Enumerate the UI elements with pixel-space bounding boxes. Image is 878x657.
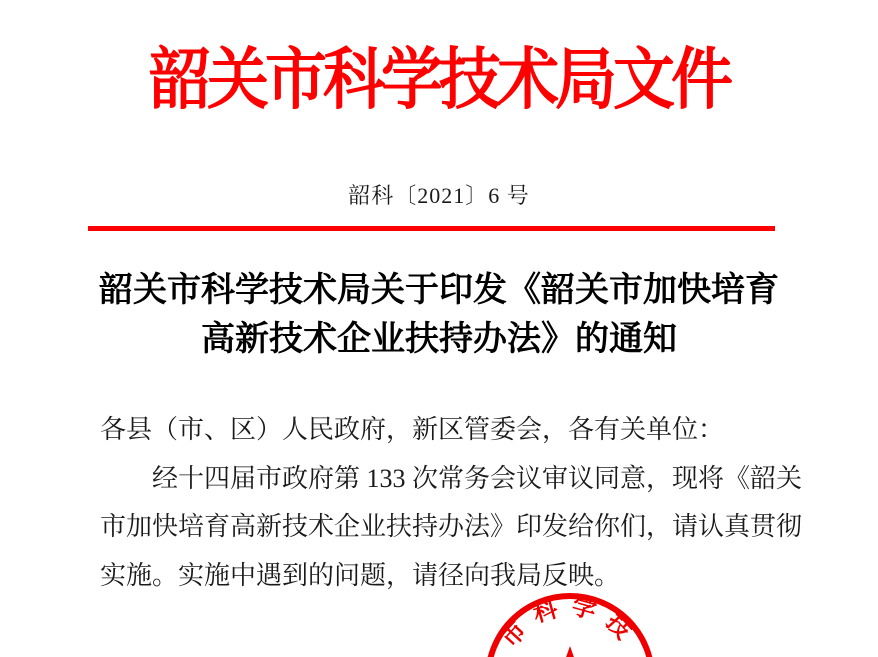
svg-text:市科学技 [496, 592, 644, 652]
document-body [100, 406, 803, 600]
body-line: 市加快培育高新技术企业扶持办法》印发给你们，请认真贯彻 [100, 512, 803, 541]
document-number: 韶科〔2021〕6 号 [348, 183, 530, 208]
agency-header-title: 韶关市科学技术局文件 [148, 44, 729, 118]
official-seal [470, 578, 670, 657]
red-separator-rule [88, 226, 775, 231]
seal-star-icon [540, 646, 601, 657]
document-title-line-1: 韶关市科学技术局关于印发《韶关市加快培育 [99, 272, 779, 309]
body-line: 经十四届市政府第 133 次常务会议审议同意，现将《韶关 [152, 463, 803, 493]
document-title [0, 266, 878, 364]
seal-arc-text: 市科学技 [496, 593, 644, 653]
document-title-line-2: 高新技术企业扶持办法》的通知 [201, 321, 677, 358]
body-line: 实施。实施中遇到的问题，请径向我局反映。 [100, 560, 621, 590]
salutation-line: 各县（市、区）人民政府，新区管委会，各有关单位： [100, 415, 725, 444]
